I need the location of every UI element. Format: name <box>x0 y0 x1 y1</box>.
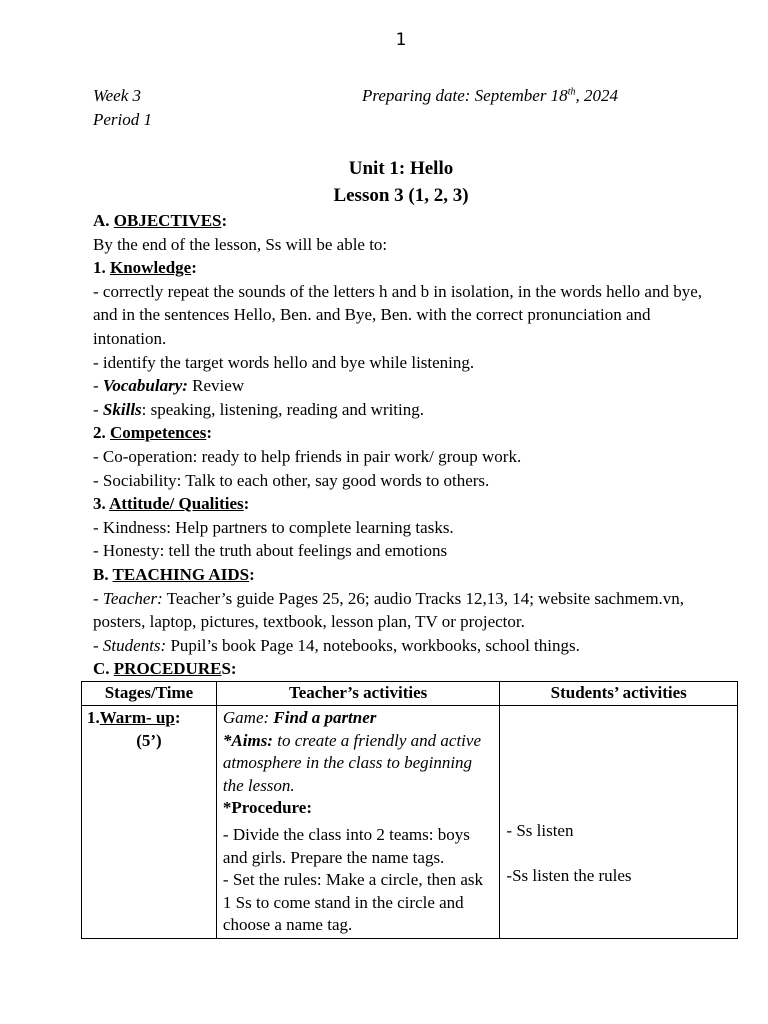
stage-number: 1. <box>87 708 100 727</box>
vocabulary-dash: - <box>93 376 103 396</box>
vocabulary-label: Vocabulary: <box>102 376 188 396</box>
procedures-heading-text: PROCEDURE <box>113 659 222 679</box>
preparing-date-sup: th <box>567 86 576 98</box>
procedures-prefix: C. <box>93 659 114 679</box>
aims-line <box>223 730 494 798</box>
game-name: Find a partner <box>273 708 377 727</box>
knowledge-item: - correctly repeat the sounds of the letters h and b in isolation, in the words hello and bye, and in the sentences Hello, Ben. and Bye, Ben. with the correct pronunciation and intonation. <box>93 281 703 348</box>
period-label: Period 1 <box>93 110 153 129</box>
stage-colon: : <box>174 708 181 727</box>
attitude-heading <box>93 492 723 516</box>
stage-cell <box>82 706 217 939</box>
attitude-colon: : <box>243 494 250 514</box>
lesson-title: Lesson 3 (1, 2, 3) <box>333 185 469 206</box>
attitude-prefix: 3. <box>93 494 110 514</box>
student-aids-dash: - <box>93 635 103 655</box>
competences-heading <box>93 421 723 445</box>
objectives-intro: By the end of the lesson, Ss will be able to: <box>93 234 388 254</box>
stage-time: (5’) <box>136 730 162 750</box>
procedures-table <box>81 681 738 939</box>
preparing-date-year: , 2024 <box>575 86 618 105</box>
knowledge-colon: : <box>191 258 197 278</box>
teacher-aids-dash: - <box>93 588 103 608</box>
student-aids-label: Students: <box>102 635 167 655</box>
teaching-aids-prefix: B. <box>93 564 113 584</box>
skills-text: : speaking, listening, reading and writing. <box>141 399 425 419</box>
skills-dash: - <box>93 399 103 419</box>
game-line <box>223 707 494 730</box>
teaching-aids-heading <box>93 563 723 587</box>
procedures-heading <box>93 657 723 681</box>
attitude-heading-text: Attitude/ Qualities <box>109 494 244 514</box>
competences-prefix: 2. <box>93 423 110 443</box>
stage-name-text: Warm- up <box>99 708 175 727</box>
table-row <box>82 706 738 939</box>
lesson-body <box>93 209 723 681</box>
header-teacher-activities: Teacher’s activities <box>216 682 500 706</box>
knowledge-prefix: 1. <box>93 258 110 278</box>
skills-label: Skills <box>102 399 142 419</box>
teacher-aids-line <box>93 587 723 634</box>
student-aids-text: Pupil’s book Page 14, notebooks, workbooks, school things. <box>166 635 580 655</box>
unit-title: Unit 1: Hello <box>348 158 454 179</box>
competences-heading-text: Competences <box>110 423 207 443</box>
game-label: Game: <box>222 708 274 727</box>
teacher-aids-text: Teacher’s guide Pages 25, 26; audio Tracks 12,13, 14; website sachmem.vn, posters, laptop, pictures, textbook, lesson plan, TV or projector. <box>93 588 685 632</box>
knowledge-heading-text: Knowledge <box>110 258 192 278</box>
student-aids-line <box>93 634 723 658</box>
competences-colon: : <box>206 423 212 443</box>
table-header-row <box>82 682 738 706</box>
aims-label: *Aims: <box>222 730 273 750</box>
procedure-label: *Procedure: <box>222 798 312 818</box>
teaching-aids-colon: : <box>249 564 255 584</box>
header-stages-time: Stages/Time <box>82 682 217 706</box>
objectives-heading-text: OBJECTIVES <box>113 211 222 230</box>
page-number: 1 <box>395 30 407 50</box>
objectives-heading <box>93 209 723 233</box>
teaching-aids-heading-text: TEACHING AIDS <box>112 564 250 584</box>
student-activity: - Ss listen <box>506 821 574 840</box>
attitude-item: - Kindness: Help partners to complete learning tasks. <box>93 517 454 537</box>
stage-name <box>87 707 210 730</box>
objectives-colon: : <box>221 211 228 230</box>
vocabulary-text: Review <box>187 376 245 396</box>
procedure-step: - Divide the class into 2 teams: boys and girls. Prepare the name tags. <box>222 824 470 867</box>
skills-line <box>93 398 723 422</box>
procedures-suffix: S: <box>221 659 237 679</box>
teacher-aids-label: Teacher: <box>102 588 163 608</box>
aims-text: to create a friendly and active atmosphere in the class to beginning the lesson. <box>222 730 481 795</box>
procedure-step: - Set the rules: Make a circle, then ask 1 Ss to come stand in the circle and choose a name tag. <box>222 870 484 935</box>
teacher-cell <box>216 706 500 939</box>
preparing-date-text: Preparing date: September 18 <box>362 86 568 105</box>
header-students-activities: Students’ activities <box>500 682 738 706</box>
student-activity: -Ss listen the rules <box>506 865 632 885</box>
week-label: Week 3 <box>93 86 141 105</box>
knowledge-heading <box>93 256 723 280</box>
knowledge-item: - identify the target words hello and bye while listening. <box>93 352 475 372</box>
attitude-item: - Honesty: tell the truth about feelings and emotions <box>93 541 448 561</box>
students-cell <box>500 706 738 939</box>
competences-item: - Co-operation: ready to help friends in pair work/ group work. <box>93 446 522 466</box>
vocabulary-line <box>93 374 723 398</box>
competences-item: - Sociability: Talk to each other, say good words to others. <box>93 470 490 490</box>
objectives-prefix: A. <box>93 211 114 230</box>
preparing-date <box>362 86 618 106</box>
